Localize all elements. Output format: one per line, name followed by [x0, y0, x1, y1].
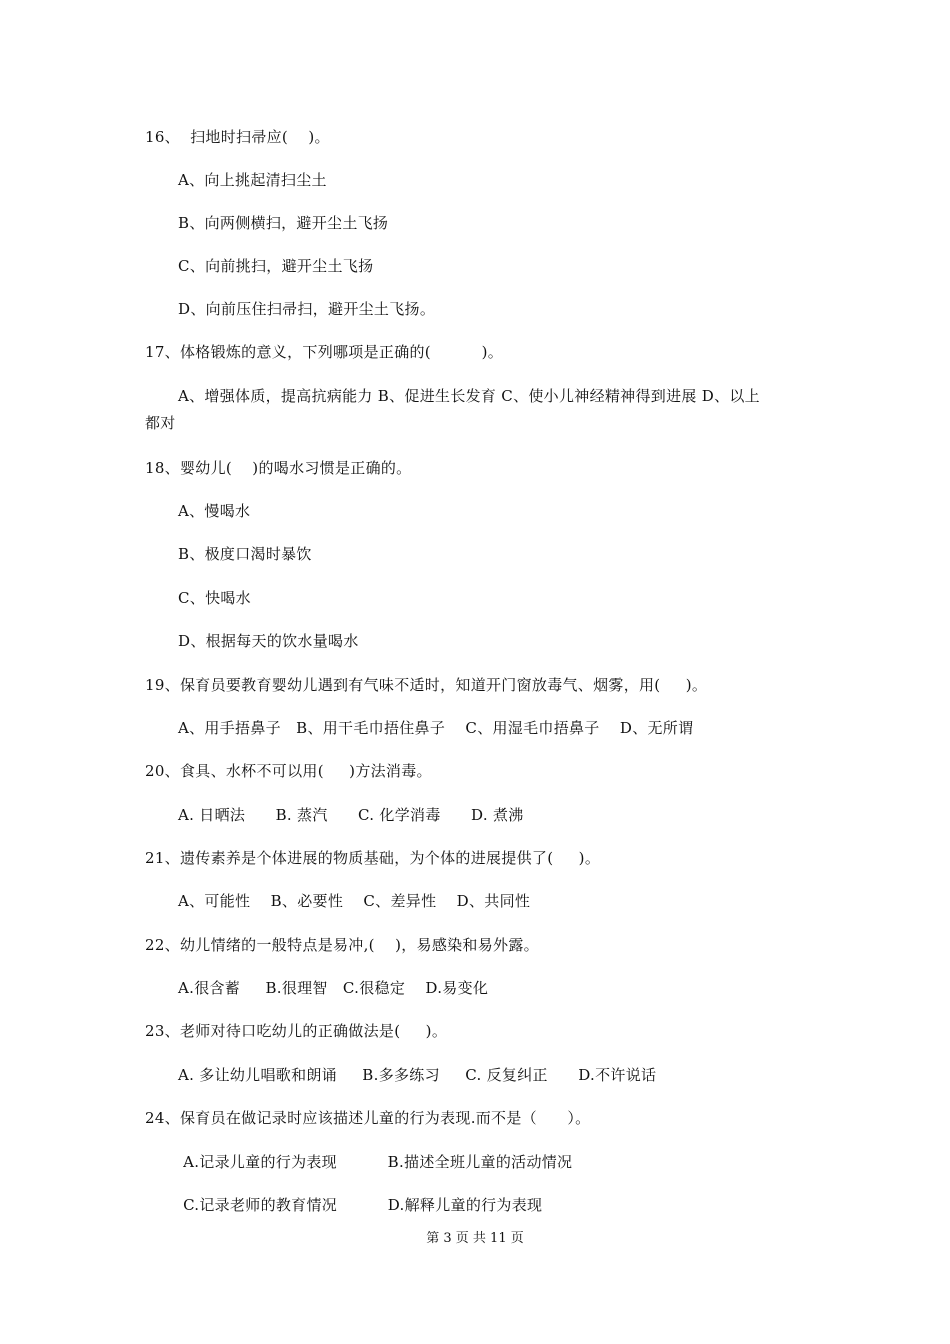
question-24-options-row-2: C.记录老师的教育情况 D.解释儿童的行为表现 [178, 1196, 543, 1214]
question-18-option-d: D、根据每天的饮水量喝水 [178, 632, 359, 650]
question-16-option-b: B、向两侧横扫，避开尘土飞扬 [178, 214, 389, 232]
question-24-stem: 24、保育员在做记录时应该描述儿童的行为表现.而不是（ ）。 [145, 1109, 591, 1127]
question-22-stem: 22、幼儿情绪的一般特点是易冲,( )，易感染和易外露。 [145, 936, 539, 954]
question-19-stem: 19、保育员要教育婴幼儿遇到有气味不适时，知道开门窗放毒气、烟雾，用( )。 [145, 676, 708, 694]
question-16-stem: 16、 扫地时扫帚应( )。 [145, 128, 330, 146]
question-17-options-line: A、增强体质，提高抗病能力 B、促进生长发育 C、使小儿神经精神得到进展 D、以上 [178, 387, 760, 405]
question-16-option-c: C、向前挑扫，避开尘土飞扬 [178, 257, 374, 275]
question-21-stem: 21、遗传素养是个体进展的物质基础，为个体的进展提供了( )。 [145, 849, 601, 867]
question-23-stem: 23、老师对待口吃幼儿的正确做法是( )。 [145, 1022, 448, 1040]
question-18-option-c: C、快喝水 [178, 589, 251, 607]
question-21-options: A、可能性 B、必要性 C、差异性 D、共同性 [178, 892, 531, 910]
question-17-options [145, 383, 843, 437]
page-number-footer: 第 3 页 共 11 页 [426, 1231, 524, 1246]
question-18-stem: 18、婴幼儿( )的喝水习惯是正确的。 [145, 459, 412, 477]
question-22-options: A.很含蓄 B.很理智 C.很稳定 D.易变化 [178, 979, 489, 997]
question-20-stem: 20、食具、水杯不可以用( )方法消毒。 [145, 762, 432, 780]
question-23-options: A. 多让幼儿唱歌和朗诵 B.多多练习 C. 反复纠正 D.不许说话 [178, 1066, 657, 1084]
question-19-options: A、用手捂鼻子 B、用干毛巾捂住鼻子 C、用湿毛巾捂鼻子 D、无所谓 [178, 719, 694, 737]
question-18-option-a: A、慢喝水 [178, 502, 251, 520]
question-18-option-b: B、极度口渴时暴饮 [178, 545, 312, 563]
question-17-stem: 17、体格锻炼的意义，下列哪项是正确的( )。 [145, 343, 504, 361]
question-16-option-d: D、向前压住扫帚扫，避开尘土飞扬。 [178, 300, 436, 318]
question-17-options-cont: 都对 [145, 414, 176, 432]
question-16-option-a: A、向上挑起清扫尘土 [178, 171, 327, 189]
question-24-options-row-1: A.记录儿童的行为表现 B.描述全班儿童的活动情况 [178, 1153, 573, 1171]
question-20-options: A. 日晒法 B. 蒸汽 C. 化学消毒 D. 煮沸 [178, 806, 524, 824]
